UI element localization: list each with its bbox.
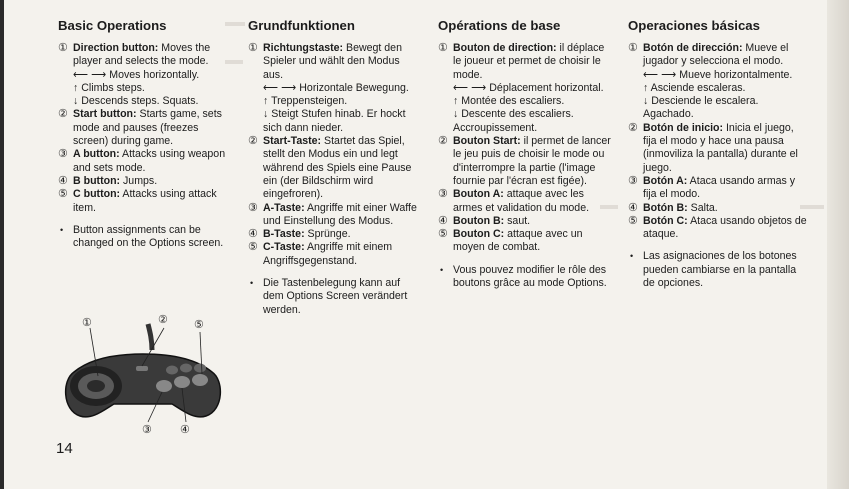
item-text: saut.	[504, 214, 531, 227]
controller-cable	[148, 324, 152, 350]
item-text: Ataca usando armas y fija el modo.	[643, 174, 796, 201]
bullet-icon: •	[630, 251, 634, 262]
up-arrow-icon: ↑	[453, 95, 459, 108]
left-right-arrow-icon: ⟵ ⟶	[453, 81, 487, 94]
item-label: A button:	[73, 148, 120, 161]
section-title: Opérations de base	[438, 18, 561, 33]
item-up	[248, 95, 420, 108]
item-up	[58, 82, 236, 95]
item-text: Moves horizontally.	[109, 68, 200, 81]
callout-number: ③	[438, 188, 448, 201]
item-text: attaque avec un moyen de combat.	[453, 228, 583, 254]
item-label: B-Taste:	[263, 228, 305, 241]
item-text: il déplace le joueur et permet de choisir le mode.	[453, 42, 605, 81]
page-number: 14	[56, 440, 73, 457]
note	[248, 277, 420, 317]
item-text: Montée des escaliers.	[461, 95, 565, 108]
item-label: Bouton A:	[453, 188, 504, 201]
callout-number: ③	[58, 148, 68, 161]
item-text: Asciende escaleras.	[650, 81, 746, 94]
callout-number: ③	[628, 174, 638, 187]
note	[628, 250, 810, 290]
section-title: Basic Operations	[58, 18, 167, 33]
bullet-icon: •	[60, 224, 64, 235]
top-button-icon	[180, 364, 192, 373]
item-text: Moves the player and selects the mode.	[73, 42, 211, 68]
item-text: Descends steps. Squats.	[81, 95, 199, 108]
item-text: attaque avec les armes et validation du mode.	[453, 188, 590, 214]
callout-number: ④	[628, 201, 638, 214]
b-button-icon	[174, 376, 190, 388]
callout-number: ①	[438, 42, 448, 54]
item-label: Start button:	[73, 108, 137, 121]
down-arrow-icon: ↓	[453, 108, 459, 121]
binding-edge	[0, 0, 4, 489]
item-text: Déplacement horizontal.	[489, 81, 604, 94]
left-right-arrow-icon: ⟵ ⟶	[263, 81, 297, 94]
item-text: Inicia el juego, fija el modo y hace una pausa (inmoviliza la pantalla) durante el juego.	[643, 121, 798, 174]
note	[58, 224, 236, 251]
callout-number: ②	[248, 135, 258, 148]
start-button-icon	[136, 366, 148, 371]
item-b	[58, 175, 236, 188]
callout-number: ④	[438, 214, 448, 227]
callout-number: ④	[248, 228, 258, 241]
column-english	[58, 18, 236, 250]
item-text: Salta.	[687, 201, 718, 214]
down-arrow-icon: ↓	[263, 108, 269, 121]
callout-number: ③	[248, 201, 258, 214]
item-label: C-Taste:	[263, 241, 305, 254]
callout-number: ①	[628, 42, 638, 54]
left-right-arrow-icon: ⟵ ⟶	[643, 68, 677, 81]
item-down	[58, 95, 236, 108]
note-text: Die Tastenbelegung kann auf dem Options Screen verändert werden.	[263, 277, 408, 316]
item-up	[628, 82, 810, 95]
item-label: Bouton de direction:	[453, 42, 557, 54]
item-label: Botón de dirección:	[643, 42, 743, 54]
item-a	[438, 188, 614, 215]
item-a	[248, 202, 420, 229]
a-button-icon	[156, 380, 172, 392]
callout-number: ②	[628, 121, 638, 134]
callout-3: ③	[142, 424, 152, 436]
item-start	[248, 135, 420, 201]
item-label: Bouton C:	[453, 228, 505, 241]
item-b	[248, 228, 420, 241]
item-a	[58, 148, 236, 175]
callout-number: ②	[438, 135, 448, 148]
item-start	[438, 135, 614, 188]
item-label: Botón A:	[643, 174, 688, 187]
top-button-icon	[194, 364, 206, 373]
item-label: Botón C:	[643, 214, 688, 227]
controller-illustration	[52, 310, 242, 440]
item-label: C button:	[73, 188, 121, 201]
callout-5: ⑤	[194, 319, 204, 331]
up-arrow-icon: ↑	[263, 95, 269, 108]
item-text: Steigt Stufen hinab. Er hockt sich dann nieder.	[263, 108, 406, 134]
note-text: Vous pouvez modifier le rôle des boutons grâce au mode Options.	[453, 263, 607, 290]
item-direction	[248, 42, 420, 82]
item-horizontal	[438, 82, 614, 95]
item-up	[438, 95, 614, 108]
bullet-icon: •	[250, 278, 254, 289]
item-text: Attacks using attack item.	[73, 188, 217, 214]
item-text: Desciende le escalera. Agachado.	[643, 95, 759, 121]
item-direction	[628, 42, 810, 69]
callout-number: ①	[58, 42, 68, 54]
up-arrow-icon: ↑	[643, 81, 649, 94]
item-label: Direction button:	[73, 42, 159, 54]
callout-number: ⑤	[628, 214, 638, 227]
column-french	[438, 18, 614, 290]
bullet-icon: •	[440, 264, 444, 275]
callout-2: ②	[158, 314, 168, 326]
note-text: Las asignaciones de los botones pueden cambiarse en la pantalla de opciones.	[643, 250, 797, 290]
item-down	[438, 108, 614, 135]
callout-number: ⑤	[248, 241, 258, 254]
item-down	[628, 95, 810, 122]
item-direction	[438, 42, 614, 82]
item-start	[58, 108, 236, 148]
item-label: Richtungstaste:	[263, 42, 344, 54]
item-a	[628, 175, 810, 202]
item-b	[438, 215, 614, 228]
item-text: Starts game, sets mode and pauses (freezes screen) during game.	[73, 108, 222, 148]
left-right-arrow-icon: ⟵ ⟶	[73, 68, 107, 81]
item-c	[248, 241, 420, 268]
item-label: Botón B:	[643, 201, 688, 214]
item-label: Botón de inicio:	[643, 121, 724, 134]
callout-1: ①	[82, 317, 92, 329]
item-text: Ataca usando objetos de ataque.	[643, 214, 807, 241]
item-text: Attacks using weapon and sets mode.	[73, 148, 226, 174]
note	[438, 264, 614, 291]
item-c	[438, 228, 614, 255]
callout-number: ④	[58, 174, 68, 187]
section-title: Grundfunktionen	[248, 18, 355, 33]
callout-number: ②	[58, 108, 68, 121]
item-horizontal	[248, 82, 420, 95]
item-text: Mueve el jugador y selecciona el modo.	[643, 42, 789, 68]
callout-4: ④	[180, 424, 190, 436]
item-c	[58, 188, 236, 215]
top-button-icon	[166, 366, 178, 375]
item-text: Horizontale Bewegung.	[299, 81, 409, 94]
item-start	[628, 122, 810, 175]
item-down	[248, 108, 420, 135]
item-text: Angriffe mit einer Waffe und Einstellung des Modus.	[263, 201, 417, 227]
item-text: Treppensteigen.	[271, 95, 348, 108]
down-arrow-icon: ↓	[643, 95, 649, 108]
dpad-center	[87, 380, 105, 392]
item-text: Angriffe mit einem Angriffsgegenstand.	[263, 241, 393, 267]
note-text: Button assignments can be changed on the Options screen.	[73, 223, 224, 250]
item-text: Climbs steps.	[81, 81, 145, 94]
item-text: Descente des escaliers. Accroupissement.	[453, 108, 574, 134]
item-horizontal	[628, 69, 810, 82]
item-label: A-Taste:	[263, 201, 305, 214]
item-label: Bouton B:	[453, 214, 505, 227]
down-arrow-icon: ↓	[73, 95, 79, 108]
item-text: il permet de lancer le jeu puis de choisir le mode ou d'interrompre la partie (l'image fournie par l'écran est figée).	[453, 135, 611, 187]
item-b	[628, 202, 810, 215]
item-text: Bewegt den Spieler und wählt den Modus aus.	[263, 42, 402, 81]
item-label: Bouton Start:	[453, 135, 521, 148]
section-title: Operaciones básicas	[628, 18, 760, 33]
column-spanish	[628, 18, 810, 290]
item-text: Jumps.	[120, 174, 158, 187]
item-horizontal	[58, 69, 236, 82]
next-page-edge	[827, 0, 849, 489]
item-text: Mueve horizontalmente.	[679, 68, 793, 81]
item-text: Startet das Spiel, stellt den Modus ein und legt während des Spiels eine Pause ein (der Bildschirm wird eingefroren).	[263, 135, 412, 201]
callout-number: ⑤	[58, 188, 68, 201]
column-german	[248, 18, 420, 317]
item-direction	[58, 42, 236, 69]
item-label: Start-Taste:	[263, 135, 322, 148]
item-c	[628, 215, 810, 242]
c-button-icon	[192, 374, 208, 386]
item-label: B button:	[73, 174, 121, 187]
up-arrow-icon: ↑	[73, 81, 79, 94]
callout-number: ①	[248, 42, 258, 54]
item-text: Sprünge.	[304, 228, 351, 241]
callout-number: ⑤	[438, 228, 448, 241]
